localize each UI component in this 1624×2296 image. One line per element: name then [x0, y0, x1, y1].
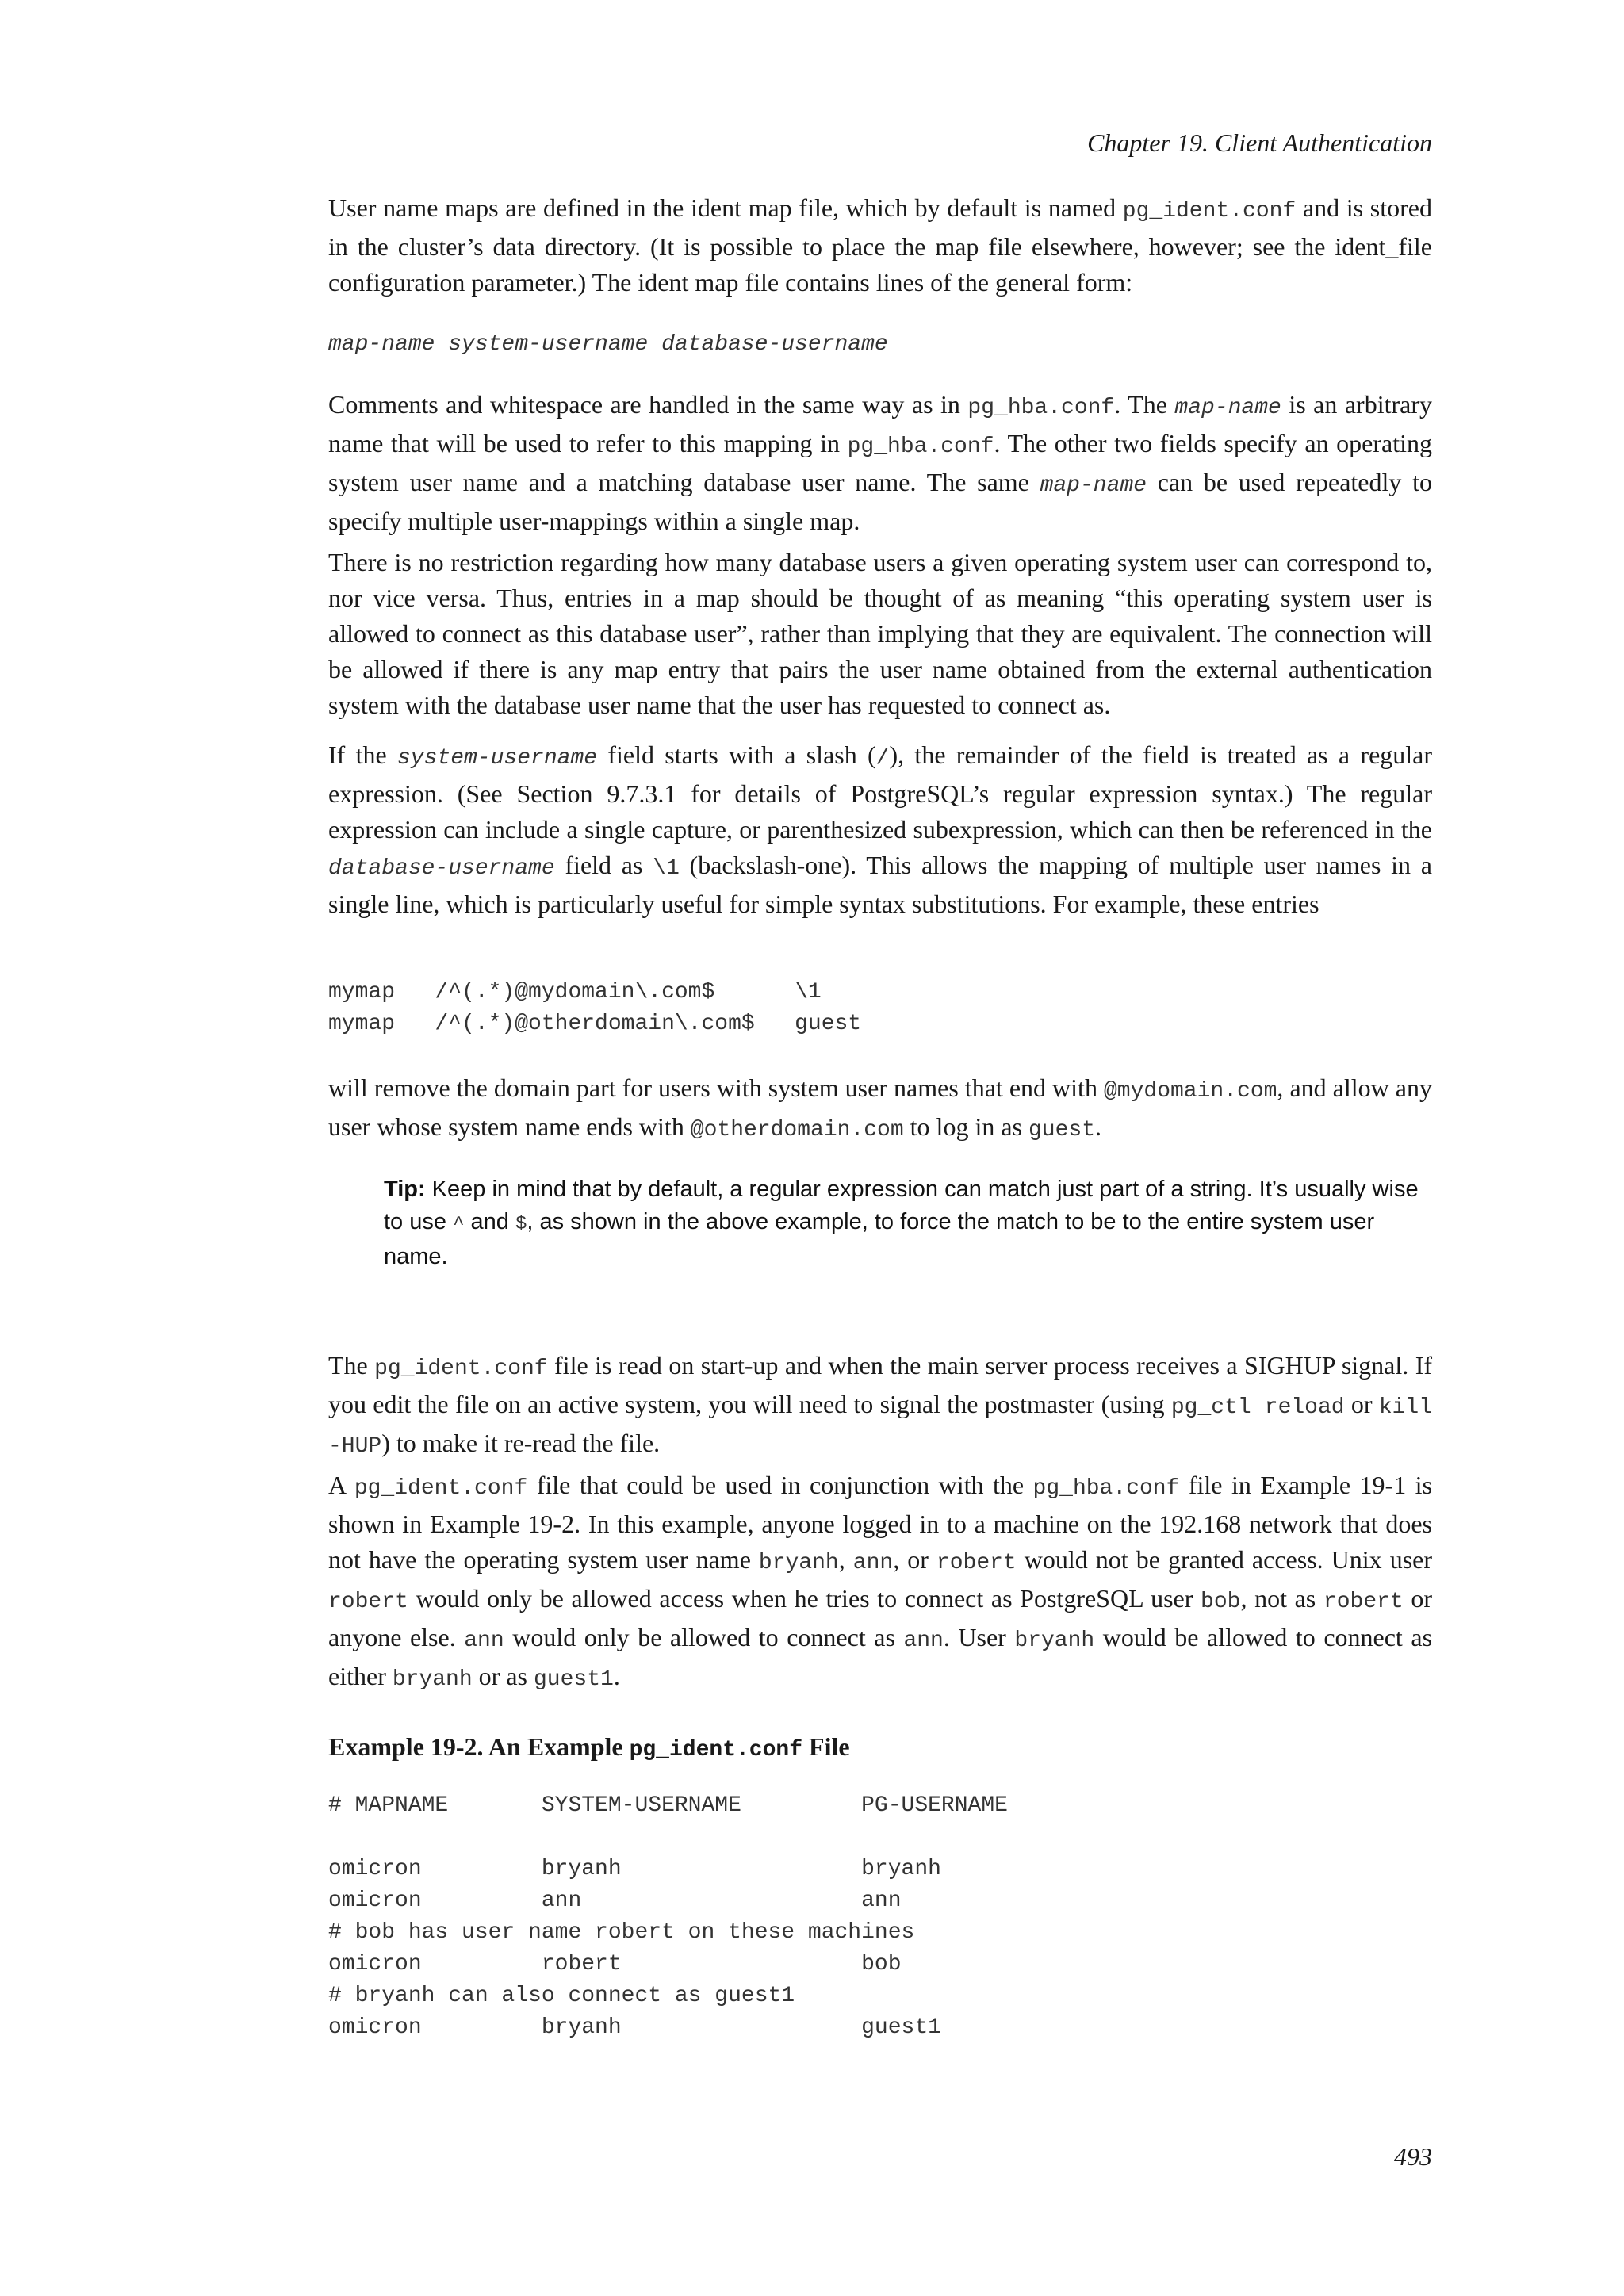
paragraph-reload: The pg_ident.conf file is read on start-up and when the main server process receives a SIGHUP signal. If you edit the file on an active system, you will need to signal the postmaster (using pg_ctl reload or kill -HUP) to make it re-read the file. — [328, 1351, 1433, 1459]
running-header: Chapter 19. Client Authentication — [1087, 128, 1432, 157]
paragraph-ident-map-intro: User name maps are defined in the ident map file, which by default is named pg_ident.conf and is stored in the cluster’s data directory. (It is possible to place the map file elsewhere, however; see the ident_file configuration parameter.) The ident map file contains lines of the general form: — [328, 193, 1433, 297]
tip-note: Tip: Keep in mind that by default, a regular expression can match just part of a string. It’s usually wise to use ^ and $, as shown in the above example, to force the match to be to the entire system user name. — [384, 1177, 1419, 1269]
example-listing: # MAPNAME SYSTEM-USERNAME PG-USERNAME omicron bryanh bryanh omicron ann ann # bob has user name robert on these machines omicron robert bob # bryanh can also connect as guest1 omicron bryanh guest1 — [328, 1793, 1008, 2040]
paragraph-no-restriction: There is no restriction regarding how many database users a given operating system user can correspond to, nor vice versa. Thus, entries in a map should be thought of as meaning “this operating system user is allowed to connect as this database user”, rather than implying that they are equivalent. The connection will be allowed if there is any map entry that pairs the user name obtained from the external authentication system with the database user name that the user has requested to connect as. — [328, 548, 1432, 719]
paragraph-comments-whitespace: Comments and whitespace are handled in the same way as in pg_hba.conf. The map-name is an arbitrary name that will be used to refer to this mapping in pg_hba.conf. The other two fields specify an operating system user name and a matching database user name. The same map-name can be used repeatedly to specify multiple user-mappings within a single map. — [328, 390, 1433, 535]
paragraph-remove-domain: will remove the domain part for users with system user names that end with @mydomain.com, and allow any user whose system name ends with @otherdomain.com to log in as guest. — [328, 1073, 1433, 1142]
regex-example-listing: mymap /^(.*)@mydomain\.com$ \1 mymap /^(.*)@otherdomain\.com$ guest — [328, 980, 862, 1036]
paragraph-example-explanation: A pg_ident.conf file that could be used in conjunction with the pg_hba.conf file in Example 19-1 is shown in Example 19-2. In this example, anyone logged in to a machine on the 192.168 network that does not have the operating system user name bryanh, ann, or robert would not be granted access. Unix user robert would only be allowed access when he tries to connect as PostgreSQL user bob, not as robert or anyone else. ann would only be allowed to connect as ann. User bryanh would be allowed to connect as either bryanh or as guest1. — [328, 1471, 1433, 1692]
page-number: 493 — [1394, 2142, 1432, 2171]
paragraph-regex: If the system-username field starts with a slash (/), the remainder of the field is treated as a regular expression. (See Section 9.7.3.1 for details of PostgreSQL’s regular expression syntax.) The regular expression can include a single capture, or parenthesized subexpression, which can then be referenced in the database-username field as \1 (backslash-one). This allows the mapping of multiple user names in a single line, which is particularly useful for simple syntax substitutions. For example, these entries — [328, 740, 1433, 918]
tip-label: Tip: — [384, 1177, 426, 1202]
synopsis-map-line: map-name system-username database-username — [328, 332, 888, 357]
example-title: Example 19-2. An Example pg_ident.conf File — [328, 1732, 850, 1762]
